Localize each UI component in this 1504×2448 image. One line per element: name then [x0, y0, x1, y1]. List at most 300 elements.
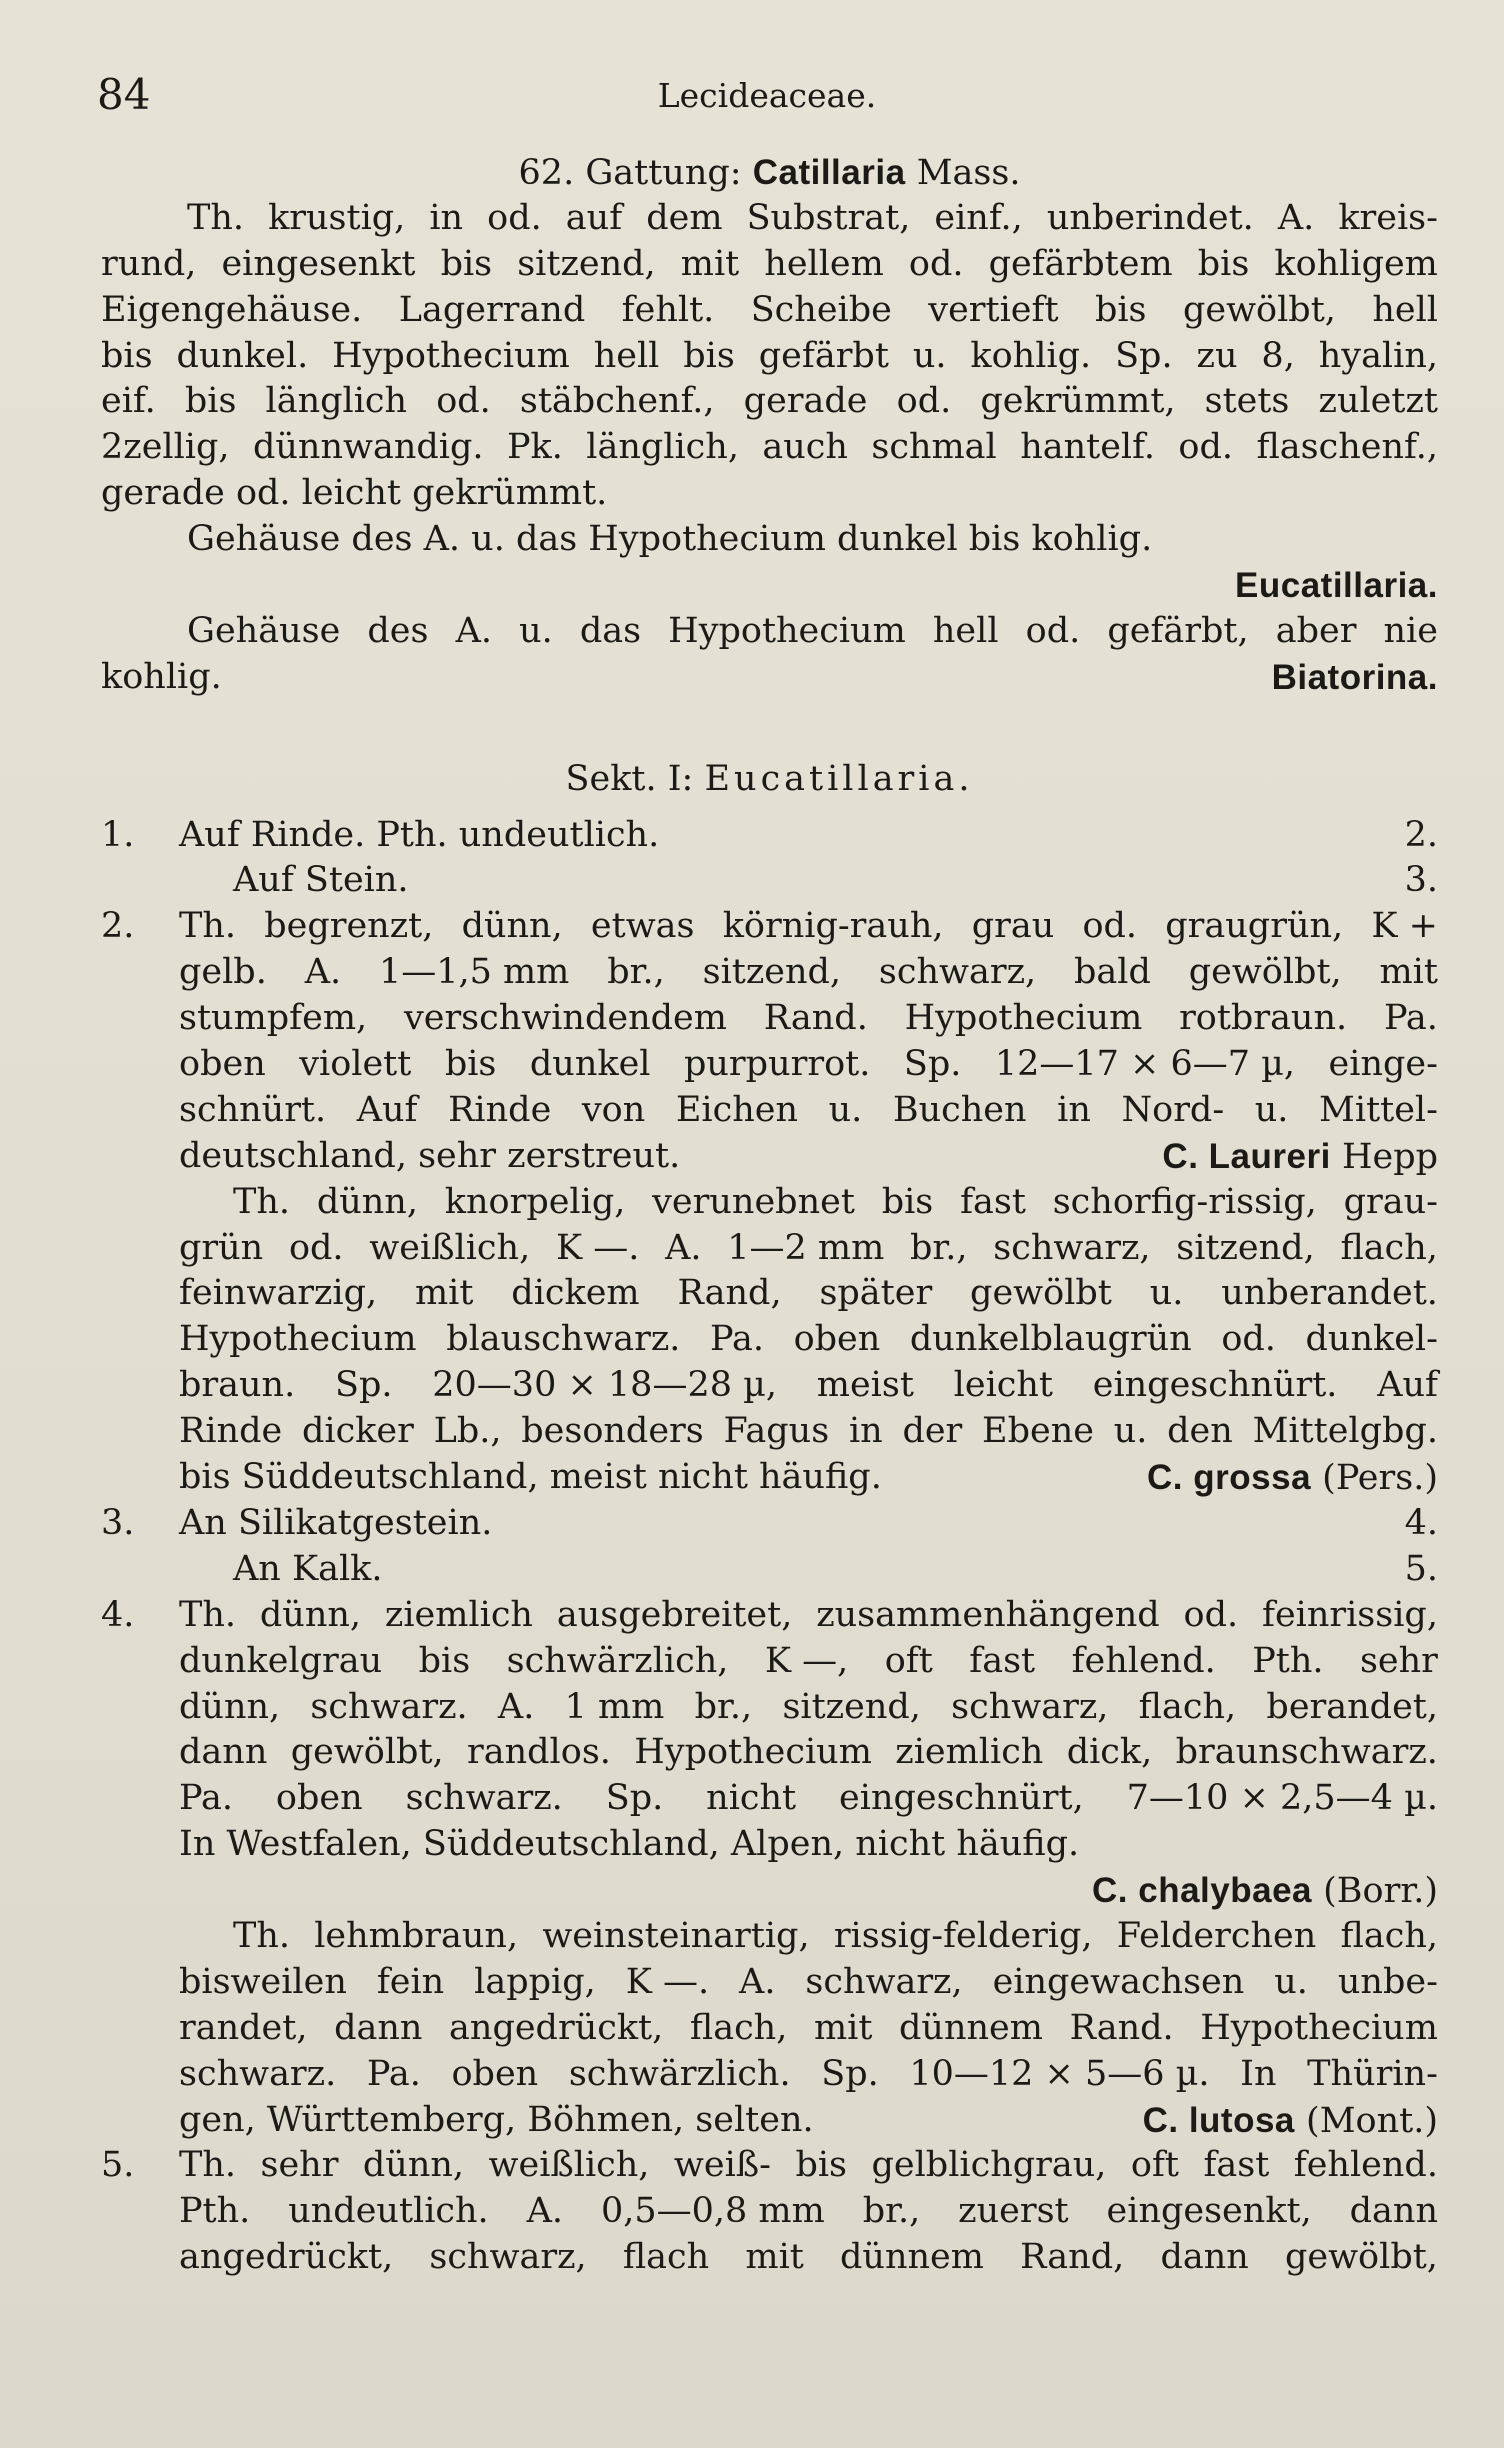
couplet-text: An Silikatgestein.: [179, 1502, 493, 1543]
word: dünn,: [179, 1686, 281, 1727]
word: Rand.: [763, 998, 868, 1039]
page-number: 84: [97, 70, 151, 119]
word: feinrissig,: [1261, 1594, 1438, 1635]
word: sitzend,: [1176, 1227, 1315, 1268]
word: gewölbt,: [1188, 952, 1342, 993]
couplet-line: [101, 1822, 1438, 1868]
word: zuerst: [958, 2191, 1069, 2232]
word: graugrün,: [1165, 906, 1344, 947]
word: verschwindendem: [403, 998, 727, 1039]
word: dunkel.: [176, 335, 309, 376]
couplet-number: 4.: [101, 1594, 135, 1635]
word: begrenzt,: [264, 906, 434, 947]
word: Sp.: [821, 2053, 879, 2094]
word: zu: [1196, 335, 1238, 376]
species-author: (Pers.): [1322, 1458, 1438, 1499]
couplet-ref: 5.: [1404, 1548, 1438, 1589]
word: dunkelgrau: [179, 1640, 383, 1681]
word: fast: [1203, 2145, 1270, 2186]
genus-desc-line: [101, 425, 1438, 471]
word: A.: [1277, 197, 1315, 238]
word: verunebnet: [652, 1181, 855, 1222]
word: od.: [896, 381, 952, 422]
word: kreis-: [1338, 197, 1438, 238]
word: schwarz.: [179, 2053, 337, 2094]
word: Eichen: [675, 1089, 799, 1130]
word: einf.,: [934, 197, 1023, 238]
word: oben: [275, 1778, 363, 1819]
word: A.: [455, 610, 492, 651]
word: hyalin,: [1318, 335, 1438, 376]
word: körnig-rauh,: [722, 906, 944, 947]
couplet-line: [101, 1317, 1438, 1363]
couplet-line: [101, 1226, 1438, 1272]
word: gelblichgrau,: [871, 2145, 1107, 2186]
word: flach,: [1340, 1227, 1438, 1268]
key-couplet-4: [101, 1593, 1438, 1639]
word: Pth.: [1252, 1640, 1324, 1681]
word: bald: [1073, 952, 1151, 993]
word: unberindet.: [1046, 197, 1254, 238]
word: oben: [179, 1044, 266, 1085]
word: Rand,: [677, 1273, 782, 1314]
word: unberandet.: [1221, 1273, 1438, 1314]
word: A.: [304, 952, 342, 993]
word: gewölbt,: [290, 1732, 444, 1773]
word: Thürin-: [1307, 2053, 1438, 2094]
word: A.: [526, 2191, 564, 2232]
word: eingesenkt: [221, 243, 416, 284]
word: schwarz,: [429, 2237, 587, 2278]
word: mit: [813, 2007, 873, 2048]
body-text: [101, 150, 1438, 2281]
section-heading: [101, 757, 1438, 803]
spacer: [101, 701, 1438, 757]
word: Mittelgbg.: [1252, 1411, 1438, 1452]
word: Th.: [233, 1915, 291, 1956]
word: Hypothecium: [332, 335, 570, 376]
word: fehlend.: [1293, 2145, 1438, 2186]
word: 1—2 mm: [727, 1227, 885, 1268]
couplet-line: [101, 1960, 1438, 2006]
word: K +: [1371, 906, 1438, 947]
word: od.: [1082, 906, 1138, 947]
couplet-line: [101, 1455, 1438, 1501]
word: randet,: [179, 2007, 308, 2048]
word: gelb.: [179, 952, 267, 993]
word: u.: [519, 610, 553, 651]
couplet-line: [101, 1180, 1438, 1226]
genus-desc-line: [101, 288, 1438, 334]
section-heading-name: Eucatillaria.: [704, 758, 974, 799]
couplet-ref: 2.: [1404, 814, 1438, 855]
word: stäbchenf.,: [519, 381, 715, 422]
word: u.: [1254, 1089, 1289, 1130]
word: br.,: [862, 2191, 921, 2232]
couplet-line: [101, 1776, 1438, 1822]
word: des: [367, 610, 429, 651]
word: u.: [1274, 1961, 1308, 2002]
word: zusammenhängend: [816, 1594, 1160, 1635]
word: berandet,: [1266, 1686, 1438, 1727]
key-couplet-1a: [101, 813, 1438, 859]
word: bis: [795, 2145, 848, 2186]
couplet-line: [101, 2098, 1438, 2144]
word: einge-: [1328, 1044, 1438, 1085]
couplet-number: 2.: [101, 906, 135, 947]
word: stumpfem,: [179, 998, 368, 1039]
word: lehmbraun,: [314, 1915, 519, 1956]
word: od.: [908, 243, 964, 284]
couplet-line: [101, 1271, 1438, 1317]
word: gefärbtem: [988, 243, 1173, 284]
word: sitzend,: [702, 952, 842, 993]
word: bisweilen: [179, 1961, 347, 2002]
word: eingesenkt,: [1106, 2191, 1312, 2232]
word: zuletzt: [1318, 381, 1438, 422]
word: K —.: [625, 1961, 710, 2002]
couplet-number: 3.: [101, 1502, 135, 1543]
genus-author: Mass.: [916, 153, 1021, 193]
word: Hypothecium: [904, 998, 1143, 1039]
key-line: [101, 655, 1438, 701]
word: flach,: [1340, 1915, 1438, 1956]
word: schorfig-rissig,: [1052, 1181, 1317, 1222]
word: Pth.: [179, 2191, 251, 2232]
word: schmal: [871, 427, 997, 468]
word: Hypothecium: [634, 1732, 872, 1773]
genus-heading-prefix: 62. Gattung:: [518, 153, 742, 193]
word: 1—1,5 mm: [378, 952, 570, 993]
word: Sp.: [334, 1365, 393, 1406]
word: dann: [1160, 2237, 1249, 2278]
genus-desc-line: [101, 242, 1438, 288]
word: bis: [881, 1181, 934, 1222]
word: schwarz,: [993, 1227, 1151, 1268]
word: Auf: [1377, 1365, 1438, 1406]
word: leicht: [953, 1365, 1053, 1406]
word: Th.: [187, 197, 245, 238]
word: den: [1167, 1411, 1233, 1452]
couplet-line: [101, 2006, 1438, 2052]
word: 2zellig,: [101, 427, 230, 468]
couplet-line: [101, 1042, 1438, 1088]
word: violett: [299, 1044, 412, 1085]
key-line: [101, 609, 1438, 655]
couplet-number: 1.: [101, 814, 135, 855]
word: od.: [487, 197, 542, 238]
word: bis: [1094, 289, 1147, 330]
key-couplet-3a: [101, 1501, 1438, 1547]
running-header: [97, 62, 1437, 122]
word: in: [848, 1411, 883, 1452]
couplet-number: 5.: [101, 2145, 135, 2186]
word: ausgebreitet,: [556, 1594, 793, 1635]
word: krustig,: [268, 197, 406, 238]
word: 1 mm: [564, 1686, 665, 1727]
word: bis: [418, 1640, 471, 1681]
word: Pa.: [179, 1778, 233, 1819]
word: Th.: [233, 1181, 291, 1222]
couplet-line: [101, 2052, 1438, 2098]
word: gewölbt: [970, 1273, 1112, 1314]
key1-text: Gehäuse des A. u. das Hypothecium dunkel bis kohlig.: [187, 519, 1153, 560]
word: feinwarzig,: [179, 1273, 378, 1314]
word: schwarz,: [951, 1686, 1109, 1727]
couplet-line: [101, 1409, 1438, 1455]
word: braun.: [179, 1365, 296, 1406]
word: Hypothecium: [1200, 2007, 1438, 2048]
word: vertieft: [928, 289, 1059, 330]
word: dünn,: [461, 906, 563, 947]
section-heading-prefix: Sekt. I:: [565, 758, 694, 799]
word: schwarz.: [310, 1686, 468, 1727]
word: Hypothecium: [668, 610, 906, 651]
word: flach,: [689, 2007, 788, 2048]
couplet-line: [101, 1639, 1438, 1685]
species-name-lutosa: C. lutosa: [1142, 2100, 1295, 2140]
couplet-line: [101, 1134, 1438, 1180]
key-line: [101, 517, 1438, 563]
word: in: [1057, 1089, 1091, 1130]
word: Pa.: [1383, 998, 1438, 1039]
word: Ebene: [982, 1411, 1094, 1452]
couplet-line-text: In Westfalen, Süddeutschland, Alpen, nicht häufig.: [179, 1824, 1080, 1865]
word: oft: [1130, 2145, 1179, 2186]
word: kohlig.: [970, 335, 1092, 376]
word: in: [429, 197, 464, 238]
word: angedrückt,: [449, 2007, 664, 2048]
word: Substrat,: [746, 197, 911, 238]
word: aber: [1275, 610, 1357, 651]
word: weinsteinartig,: [542, 1915, 810, 1956]
key-couplet-3b: [101, 1547, 1438, 1593]
word: bis: [184, 381, 237, 422]
word: Pa.: [710, 1319, 764, 1360]
word: oben: [451, 2053, 539, 2094]
word: grau: [971, 906, 1055, 947]
word: Scheibe: [750, 289, 892, 330]
couplet-line: [179, 2143, 1438, 2189]
word: hell: [593, 335, 660, 376]
key-line: [101, 563, 1438, 609]
word: dünn,: [316, 1181, 418, 1222]
spacer: [101, 803, 1438, 813]
word: 8,: [1261, 335, 1295, 376]
couplet-line: [101, 1363, 1438, 1409]
genus-name: Catillaria: [752, 153, 906, 192]
word: gewölbt,: [1182, 289, 1336, 330]
word: flaschenf.,: [1256, 427, 1438, 468]
couplet-line: [179, 1593, 1438, 1639]
word: sehr: [260, 2145, 339, 2186]
word: 10—12 × 5—6 µ.: [909, 2053, 1210, 2094]
word: bis: [440, 243, 493, 284]
word: rotbraun.: [1179, 998, 1348, 1039]
section-name-biatorina: Biatorina.: [1271, 657, 1438, 697]
word: od.: [1221, 1319, 1276, 1360]
word: bis: [101, 335, 153, 376]
word: weißlich,: [369, 1227, 531, 1268]
genus-desc-line: [101, 196, 1438, 242]
word: mit: [680, 243, 740, 284]
word: od.: [288, 1227, 344, 1268]
word: braunschwarz.: [1175, 1732, 1438, 1773]
word: hell: [1372, 289, 1438, 330]
word: lappig,: [474, 1961, 596, 2002]
word: eingeschnürt,: [839, 1778, 1084, 1819]
word: gekrümmt,: [980, 381, 1176, 422]
word: weiß-: [673, 2145, 771, 2186]
word: schwarz.: [405, 1778, 563, 1819]
word: dann: [334, 2007, 423, 2048]
word: dunkel-: [1305, 1319, 1438, 1360]
word: gefärbt: [758, 335, 889, 376]
word: Nord-: [1121, 1089, 1225, 1130]
word: Eigengehäuse.: [101, 289, 363, 330]
word: u.: [1113, 1411, 1148, 1452]
word: nicht: [706, 1778, 797, 1819]
word: gewölbt,: [1284, 2237, 1438, 2278]
couplet-text: An Kalk.: [233, 1548, 383, 1589]
word: A.: [739, 1961, 776, 2002]
key2-text: kohlig.: [101, 656, 222, 697]
word: br.,: [694, 1686, 753, 1727]
word: rund,: [101, 243, 197, 284]
word: od.: [1025, 610, 1081, 651]
word: bis: [1197, 243, 1250, 284]
word: dunkel: [529, 1044, 651, 1085]
word: 0,5—0,8 mm: [600, 2191, 825, 2232]
word: od.: [1178, 427, 1233, 468]
species-author: (Borr.): [1323, 1871, 1438, 1912]
word: flach: [622, 2237, 710, 2278]
running-title: Lecideaceae.: [657, 76, 877, 115]
word: K —.: [555, 1227, 640, 1268]
couplet-line: [101, 1088, 1438, 1134]
word: Felderchen: [1116, 1915, 1317, 1956]
word: fast: [960, 1181, 1026, 1222]
genus-desc-line: [101, 471, 1438, 517]
word: unbe-: [1337, 1961, 1438, 2002]
word: purpurrot.: [683, 1044, 871, 1085]
word: Rinde: [448, 1089, 552, 1130]
word: Sp.: [1115, 335, 1173, 376]
word: sitzend,: [517, 243, 656, 284]
genus-heading: [101, 150, 1438, 196]
couplet-line-text: gen, Württemberg, Böhmen, selten.: [179, 2099, 814, 2140]
word: In: [1240, 2053, 1277, 2094]
couplet-line: [101, 1685, 1438, 1731]
word: schwarz,: [878, 952, 1037, 993]
couplet-text: Auf Stein.: [233, 860, 409, 901]
word: Th.: [179, 2145, 237, 2186]
word: dünnem: [840, 2237, 984, 2278]
couplet-ref: 3.: [1404, 860, 1438, 901]
word: schnürt.: [179, 1089, 327, 1130]
word: rissig-felderig,: [833, 1915, 1093, 1956]
word: randlos.: [467, 1732, 611, 1773]
word: länglich: [265, 381, 408, 422]
word: sehr: [1359, 1640, 1438, 1681]
word: meist: [816, 1365, 914, 1406]
word: besonders: [521, 1411, 704, 1452]
word: dicker: [301, 1411, 414, 1452]
word: u.: [828, 1089, 863, 1130]
species-name-chalybaea: C. chalybaea: [1092, 1871, 1313, 1911]
species-name-grossa: C. grossa: [1147, 1458, 1312, 1498]
word: bis: [683, 335, 735, 376]
word: etwas: [590, 906, 695, 947]
word: sitzend,: [782, 1686, 921, 1727]
word: ziemlich: [384, 1594, 533, 1635]
key-couplet-2: [101, 904, 1438, 950]
word: fein: [376, 1961, 445, 2002]
word: Rand,: [1020, 2237, 1125, 2278]
word: auf: [565, 197, 623, 238]
word: Gehäuse: [187, 610, 341, 651]
word: länglich,: [586, 427, 739, 468]
word: dünn,: [362, 2145, 465, 2186]
word: u.: [1149, 1273, 1184, 1314]
word: flach,: [1138, 1686, 1237, 1727]
word: das: [579, 610, 642, 651]
word: dickem: [511, 1273, 640, 1314]
word: Lagerrand: [398, 289, 586, 330]
word: A.: [665, 1227, 702, 1268]
word: eingewachsen: [992, 1961, 1245, 2002]
word: eif.: [101, 381, 156, 422]
couplet-line: [101, 996, 1438, 1042]
couplet-line-text: bis Süddeutschland, meist nicht häufig.: [179, 1457, 882, 1498]
word: dick,: [1066, 1732, 1153, 1773]
word: gerade: [743, 381, 868, 422]
couplet-line: [101, 2235, 1438, 2281]
word: fast: [969, 1640, 1036, 1681]
word: Pk.: [506, 427, 563, 468]
word: oft: [884, 1640, 933, 1681]
word: dunkelblaugrün: [909, 1319, 1192, 1360]
word: kohligem: [1274, 243, 1438, 284]
word: auch: [762, 427, 848, 468]
key-couplet-5: [101, 2143, 1438, 2189]
couplet-line: [101, 950, 1438, 996]
word: fehlt.: [621, 289, 715, 330]
word: von: [581, 1089, 646, 1130]
word: blauschwarz.: [446, 1319, 681, 1360]
word: mit: [745, 2237, 804, 2278]
word: od.: [1183, 1594, 1239, 1635]
genus-desc-last: gerade od. leicht gekrümmt.: [101, 473, 608, 514]
word: grün: [179, 1227, 264, 1268]
word: br.,: [910, 1227, 968, 1268]
word: Hypothecium: [179, 1319, 417, 1360]
word: K —,: [764, 1640, 849, 1681]
word: dünnem: [899, 2007, 1043, 2048]
word: dem: [646, 197, 723, 238]
word: eingeschnürt.: [1092, 1365, 1338, 1406]
word: knorpelig,: [444, 1181, 626, 1222]
word: dünnwandig.: [252, 427, 484, 468]
word: Lb.,: [433, 1411, 502, 1452]
couplet-line-text: deutschland, sehr zerstreut.: [179, 1135, 681, 1176]
word: oben: [793, 1319, 881, 1360]
species-author: Hepp: [1341, 1136, 1438, 1177]
word: br.,: [607, 952, 665, 993]
genus-desc-line: [101, 334, 1438, 380]
word: gefärbt,: [1107, 610, 1249, 651]
word: Th.: [179, 1594, 237, 1635]
